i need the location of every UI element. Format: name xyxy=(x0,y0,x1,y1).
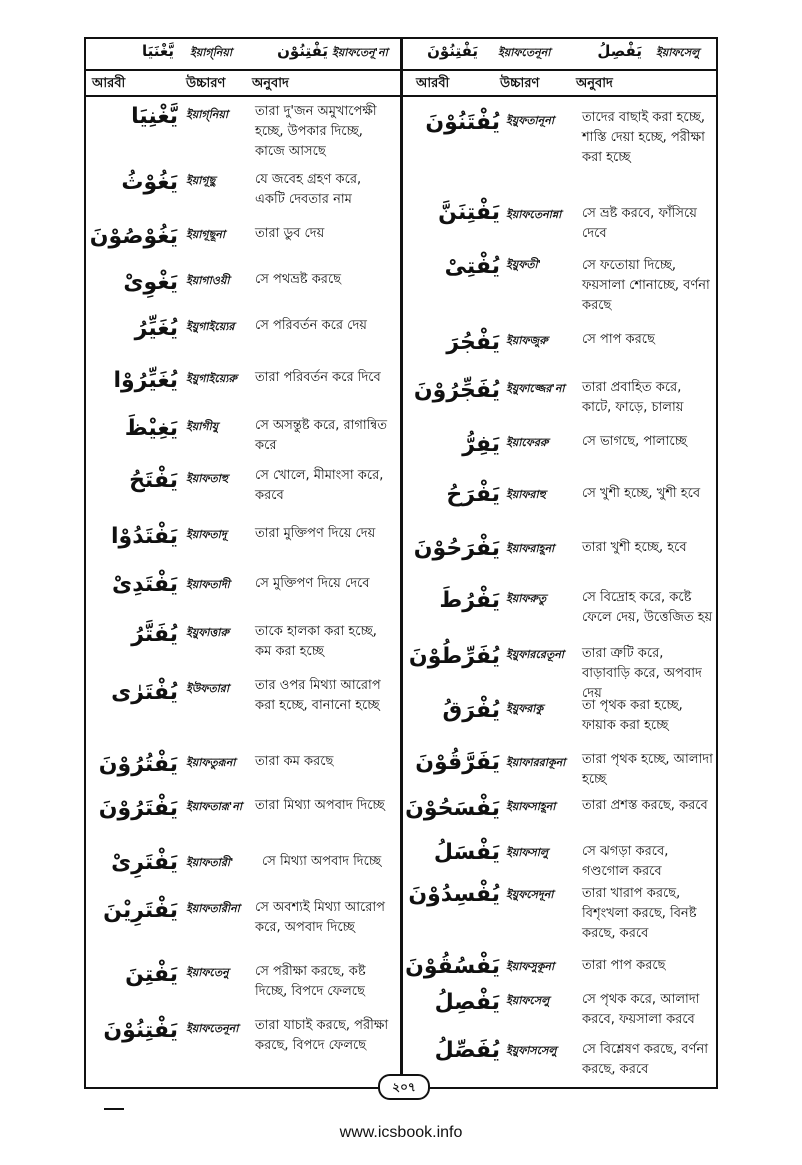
meaning: সে পরিবর্তন করে দেয় xyxy=(255,318,367,333)
arabic-word: يَفِرُّ xyxy=(462,432,500,457)
arabic-word: يَفَرَّقُوْنَ xyxy=(415,750,500,775)
pronunciation: ইয়াফতাদী xyxy=(186,578,230,591)
meaning: সে ভাগছে, পালাচ্ছে xyxy=(582,434,687,449)
col-header-meaning: অনুবাদ xyxy=(576,76,613,91)
pronunciation: ইয়াফরুতু xyxy=(506,592,547,605)
arabic-word: يُفَجِّرُوْنَ xyxy=(413,378,500,403)
meaning: সে অসন্তুষ্ট করে, রাগান্বিত করে xyxy=(255,418,388,453)
arabic-word: يُفَتَّرُ xyxy=(131,622,178,647)
arabic-word: يُفْتَنُوْنَ xyxy=(425,110,500,135)
meaning: সে অবশ্যই মিথ্যা আরোপ করে, অপবাদ দিচ্ছে xyxy=(255,900,386,935)
pronunciation: ইয়ুফরাকু xyxy=(506,702,544,715)
arabic-word: يَفْتِنُوْنَ xyxy=(103,1018,178,1043)
meaning: তারা খারাপ করছে, বিশৃংখলা করছে, বিনষ্ট করছে, করবে xyxy=(582,886,697,941)
meaning: তা পৃথক করা হচ্ছে, ফায়াক করা হচ্ছে xyxy=(582,698,683,733)
meaning: তার ওপর মিথ্যা আরোপ করা হচ্ছে, বানানো হচ্ছে xyxy=(255,678,381,713)
pronunciation: ইয়ুফাররেতূনা xyxy=(506,648,564,661)
bottom-stub-mark xyxy=(104,1108,124,1110)
arabic-word: يُغَيِّرُ xyxy=(134,316,178,341)
top-header-translit: ইয়াগ্‌নিয়া xyxy=(190,46,233,59)
pronunciation: ইয়াগূছু xyxy=(186,174,216,187)
pronunciation: ইয়াফতেনু xyxy=(186,966,229,979)
arabic-word: يَفْرَحُوْنَ xyxy=(413,536,500,561)
pronunciation: ইয়াগূছূনা xyxy=(186,228,226,241)
meaning: সে পৃথক করে, আলাদা করবে, ফয়সালা করবে xyxy=(582,992,700,1027)
arabic-word: يَغُوْصُوْنَ xyxy=(89,224,178,249)
arabic-word: يُفَصِّلُ xyxy=(434,1038,500,1063)
arabic-word: يُفْتِىْ xyxy=(444,254,500,279)
top-header-arabic: يَفْتِنُوْنَ xyxy=(427,42,478,60)
pronunciation: ইয়াফতারীনা xyxy=(186,902,240,915)
pronunciation: ইয়ুফসেদূনা xyxy=(506,888,554,901)
pronunciation: ইয়াফসালু xyxy=(506,846,549,859)
pronunciation: ইয়াফতেনূনা xyxy=(186,1022,239,1035)
meaning: তারা কম করছে xyxy=(255,754,334,769)
arabic-word: يَفْرَحُ xyxy=(446,482,500,507)
meaning: তারা ত্রুটি করে, বাড়াবাড়ি করে, অপবাদ দেয় xyxy=(582,646,702,701)
meaning: তারা পরিবর্তন করে দিবে xyxy=(255,370,381,385)
meaning: সে পরীক্ষা করছে, কষ্ট দিচ্ছে, বিপদে ফেলছে xyxy=(255,964,366,999)
top-header-arabic: يَفْتِنُوْن xyxy=(277,42,328,60)
footer-url[interactable]: www.icsbook.info xyxy=(339,1124,463,1141)
pronunciation: ইয়াফতাহু xyxy=(186,472,228,485)
arabic-word: يَفْتَرِىْ xyxy=(111,850,178,875)
meaning: সে বিদ্রোহ করে, কষ্টে ফেলে দেয়, উত্তেজিত হয় xyxy=(582,590,713,625)
pronunciation: ইয়ুগাইয়্যের xyxy=(186,320,235,333)
col-header-arabic: আরবী xyxy=(416,76,450,91)
col-header-meaning: অনুবাদ xyxy=(252,76,289,91)
header-rule-2 xyxy=(84,95,718,97)
meaning: সে ভ্রষ্ট করবে, ফাঁসিয়ে দেবে xyxy=(582,206,697,241)
meaning: তারা পৃথক হচ্ছে, আলাদা হচ্ছে xyxy=(582,752,713,787)
meaning: সে খুশী হচ্ছে, খুশী হবে xyxy=(582,486,701,501)
meaning: সে পথভ্রষ্ট করছে xyxy=(255,272,342,287)
pronunciation: ইয়াফতুরূনা xyxy=(186,756,236,769)
pronunciation: ইয়ুগাইয়্যেরু xyxy=(186,372,237,385)
meaning: সে মিথ্যা অপবাদ দিচ্ছে xyxy=(262,854,382,869)
pronunciation: ইয়াফসুকূনা xyxy=(506,960,555,973)
arabic-word: يَفْتِنَنَّ xyxy=(438,200,500,225)
top-header-translit: ইয়াফতেনূনা xyxy=(498,46,551,59)
arabic-word: يَفْتِنَ xyxy=(125,962,178,987)
meaning: সে খোলে, মীমাংসা করে, করবে xyxy=(255,468,384,503)
pronunciation: ইয়াফতেনান্না xyxy=(506,208,562,221)
pronunciation: ইয়াফসাহূনা xyxy=(506,800,556,813)
pronunciation: ইয়ুফতানূনা xyxy=(506,114,555,127)
top-header-arabic: يَفْصِلُ xyxy=(597,42,642,60)
pronunciation: ইয়ুফাজ্জের'না xyxy=(506,382,565,395)
arabic-word: يُغَيِّرُوْا xyxy=(113,368,178,393)
pronunciation: ইয়াফতারী' xyxy=(186,856,234,869)
meaning: তারা দু'জন অমুখাপেক্ষী হচ্ছে, উপকার দিচ্ছে, কাজে আসছে xyxy=(255,104,377,159)
arabic-word: يَغْوِىْ xyxy=(123,270,178,295)
meaning: তারা মুক্তিপণ দিয়ে দেয় xyxy=(255,526,376,541)
top-header-translit: ইয়াফতেনূ'না xyxy=(332,46,388,59)
meaning: তারা ডুব দেয় xyxy=(255,226,325,241)
meaning: তারা মিথ্যা অপবাদ দিচ্ছে xyxy=(255,798,385,813)
pronunciation: ইয়াফাররাকূনা xyxy=(506,756,566,769)
arabic-word: يَفْتَرُوْنَ xyxy=(98,796,178,821)
column-divider xyxy=(400,37,403,1089)
arabic-word: يَفْسَلُ xyxy=(433,840,500,865)
pronunciation: ইয়াফসেলু xyxy=(506,994,550,1007)
header-rule-1 xyxy=(84,69,718,71)
pronunciation: ইয়াফরাহু xyxy=(506,488,546,501)
meaning: তারা প্রবাহিত করে, কাটে, ফাড়ে, চালায় xyxy=(582,380,684,415)
meaning: তারা খুশী হচ্ছে, হবে xyxy=(582,540,687,555)
meaning: সে মুক্তিপণ দিয়ে দেবে xyxy=(255,576,370,591)
meaning: তারা প্রশস্ত করছে, করবে xyxy=(582,798,708,813)
meaning: সে ঝগড়া করবে, গণ্ডগোল করবে xyxy=(582,844,669,879)
arabic-word: يَغُوْثُ xyxy=(121,170,178,195)
arabic-word: يَّغْنِيَا xyxy=(131,104,178,129)
meaning: তাদের বাছাই করা হচ্ছে, শাস্তি দেয়া হচ্ছে, পরীক্ষা করা হচ্ছে xyxy=(582,110,706,165)
arabic-word: يَفْتَرِيْنَ xyxy=(103,898,178,923)
meaning: তাকে হালকা করা হচ্ছে, কম করা হচ্ছে xyxy=(255,624,377,659)
top-header-arabic: يَّغْنَيَا xyxy=(142,42,174,60)
pronunciation: ইয়ুফাত্তারু xyxy=(186,626,229,639)
pronunciation: ইয়াফতাদূ xyxy=(186,528,227,541)
meaning: সে পাপ করছে xyxy=(582,332,655,347)
arabic-word: يَغِيْظَ xyxy=(124,416,178,441)
pronunciation: ইয়াফতারূ'না xyxy=(186,800,243,813)
pronunciation: ইয়াফেররু xyxy=(506,436,549,449)
arabic-word: يَفْتَدُوْا xyxy=(111,524,178,549)
pronunciation: ইয়াগীযু xyxy=(186,420,219,433)
meaning: তারা যাচাই করছে, পরীক্ষা করছে, বিপদে ফেলছে xyxy=(255,1018,389,1053)
pronunciation: ইয়াফজুরু xyxy=(506,334,548,347)
pronunciation: ইউফতারা xyxy=(186,682,230,695)
pronunciation: ইয়াগাওয়ী xyxy=(186,274,230,287)
arabic-word: يُفْسِدُوْنَ xyxy=(408,882,500,907)
pronunciation: ইয়ুফতী' xyxy=(506,258,542,271)
arabic-word: يَفْتَحُ xyxy=(129,468,178,493)
arabic-word: يَفْتَدِىْ xyxy=(112,572,178,597)
meaning: সে বিশ্লেষণ করছে, বর্ণনা করছে, করবে xyxy=(582,1042,709,1077)
arabic-word: يَفْصِلُ xyxy=(434,990,500,1015)
meaning: সে ফতোয়া দিচ্ছে, ফয়সালা শোনাচ্ছে, বর্ণনা করছে xyxy=(582,258,710,313)
arabic-word: يَفْجُرَ xyxy=(446,330,500,355)
arabic-word: يُفَرِّطُوْنَ xyxy=(408,644,500,669)
arabic-word: يُفْرَقُ xyxy=(442,698,500,723)
col-header-arabic: আরবী xyxy=(92,76,126,91)
col-header-pronunciation: উচ্চারণ xyxy=(186,76,226,91)
arabic-word: يَفْرُطَ xyxy=(439,588,500,613)
pronunciation: ইয়াফরাহূনা xyxy=(506,542,555,555)
arabic-word: يَفْتُرُوْنَ xyxy=(98,752,178,777)
pronunciation: ইয়াগ্‌নিয়া xyxy=(186,108,229,121)
arabic-word: يَفْسُقُوْنَ xyxy=(405,954,500,979)
arabic-word: يُفْتَرٰى xyxy=(111,680,178,705)
top-header-translit: ইয়াফসেলু xyxy=(656,46,700,59)
pronunciation: ইয়ুফাসসেলু xyxy=(506,1044,557,1057)
meaning: যে জবেহ গ্রহণ করে, একটি দেবতার নাম xyxy=(255,172,362,207)
arabic-word: يَفْسَحُوْنَ xyxy=(405,796,500,821)
page-number: ২০৭ xyxy=(378,1074,430,1100)
meaning: তারা পাপ করছে xyxy=(582,958,666,973)
col-header-pronunciation: উচ্চারণ xyxy=(500,76,540,91)
